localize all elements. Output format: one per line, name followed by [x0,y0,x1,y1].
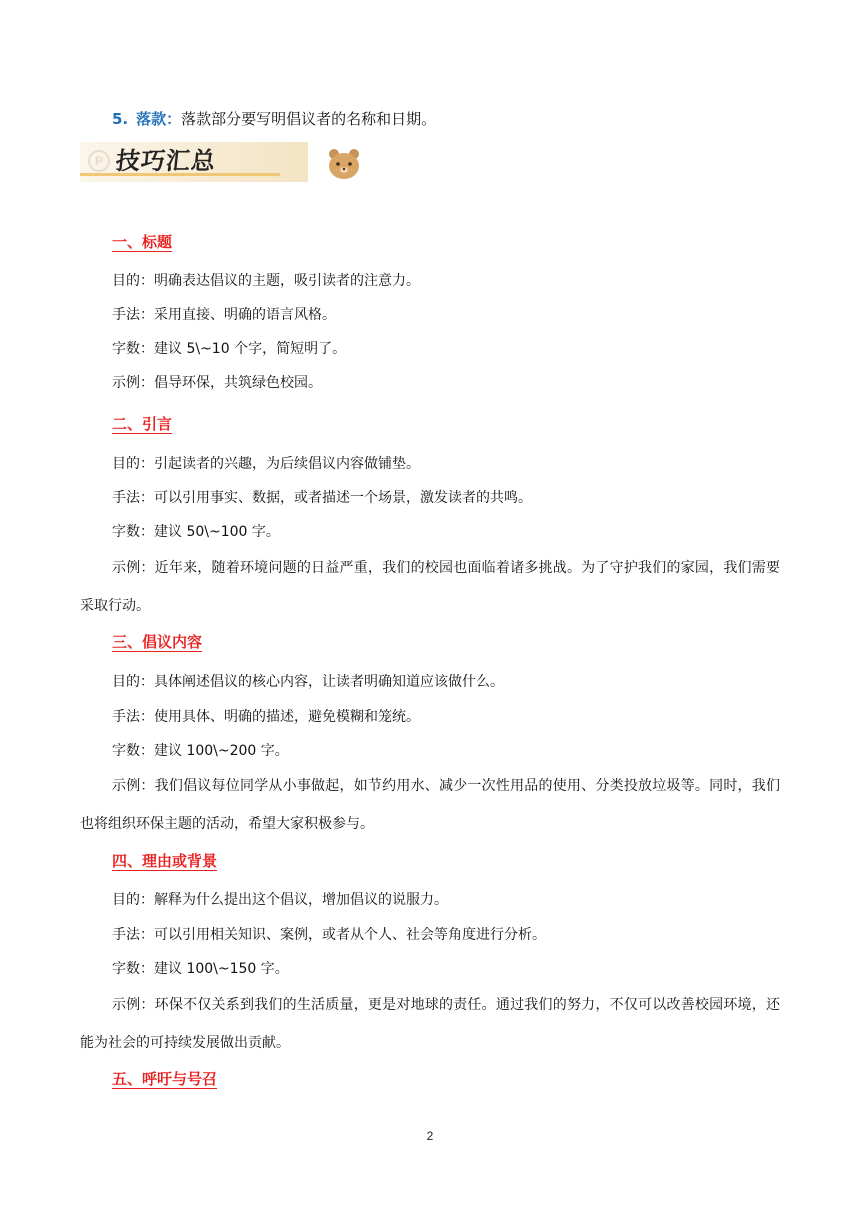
intro-number: 5. [112,110,129,128]
section-4-purpose: 目的：解释为什么提出这个倡议，增加倡议的说服力。 [112,892,448,908]
section-2-method: 手法：可以引用事实、数据，或者描述一个场景，激发读者的共鸣。 [112,490,532,506]
section-1-method: 手法：采用直接、明确的语言风格。 [112,307,336,323]
intro-label: 落款： [136,110,182,128]
section-2-example: 示例：近年来，随着环境问题的日益严重，我们的校园也面临着诸多挑战。为了守护我们的家园，我们需要采取行动。 [80,560,780,614]
section-heading-call: 五、呼吁与号召 [112,1070,218,1088]
section-2-wordcount: 字数：建议 50\~100 字。 [112,524,280,540]
section-1-example: 示例：倡导环保，共筑绿色校园。 [112,375,322,391]
coin-icon: P [88,150,110,172]
section-heading-title: 一、标题 [112,233,173,251]
section-4-example: 示例：环保不仅关系到我们的生活质量，更是对地球的责任。通过我们的努力，不仅可以改善校园环境，还能为社会的可持续发展做出贡献。 [80,997,780,1051]
section-heading-content: 三、倡议内容 [112,633,203,651]
section-1-purpose: 目的：明确表达倡议的主题，吸引读者的注意力。 [112,273,420,289]
section-3-method: 手法：使用具体、明确的描述，避免模糊和笼统。 [112,709,420,725]
intro-line [112,108,436,130]
section-4-wordcount: 字数：建议 100\~150 字。 [112,961,289,977]
tips-banner [80,142,308,182]
section-1-wordcount: 字数：建议 5\~10 个字，简短明了。 [112,341,347,357]
page-number: 2 [426,1129,434,1143]
bear-icon [324,142,364,182]
section-3-purpose: 目的：具体阐述倡议的核心内容，让读者明确知道应该做什么。 [112,674,504,690]
section-heading-reason: 四、理由或背景 [112,852,218,870]
section-3-wordcount: 字数：建议 100\~200 字。 [112,743,289,759]
section-4-method: 手法：可以引用相关知识、案例，或者从个人、社会等角度进行分析。 [112,927,546,943]
section-3-example: 示例：我们倡议每位同学从小事做起，如节约用水、减少一次性用品的使用、分类投放垃圾等。同时，我们也将组织环保主题的活动，希望大家积极参与。 [80,778,780,832]
section-2-purpose: 目的：引起读者的兴趣，为后续倡议内容做铺垫。 [112,456,420,472]
banner-title: 技巧汇总 [114,147,218,175]
section-heading-intro: 二、引言 [112,415,173,433]
intro-text: 落款部分要写明倡议者的名称和日期。 [181,110,437,128]
